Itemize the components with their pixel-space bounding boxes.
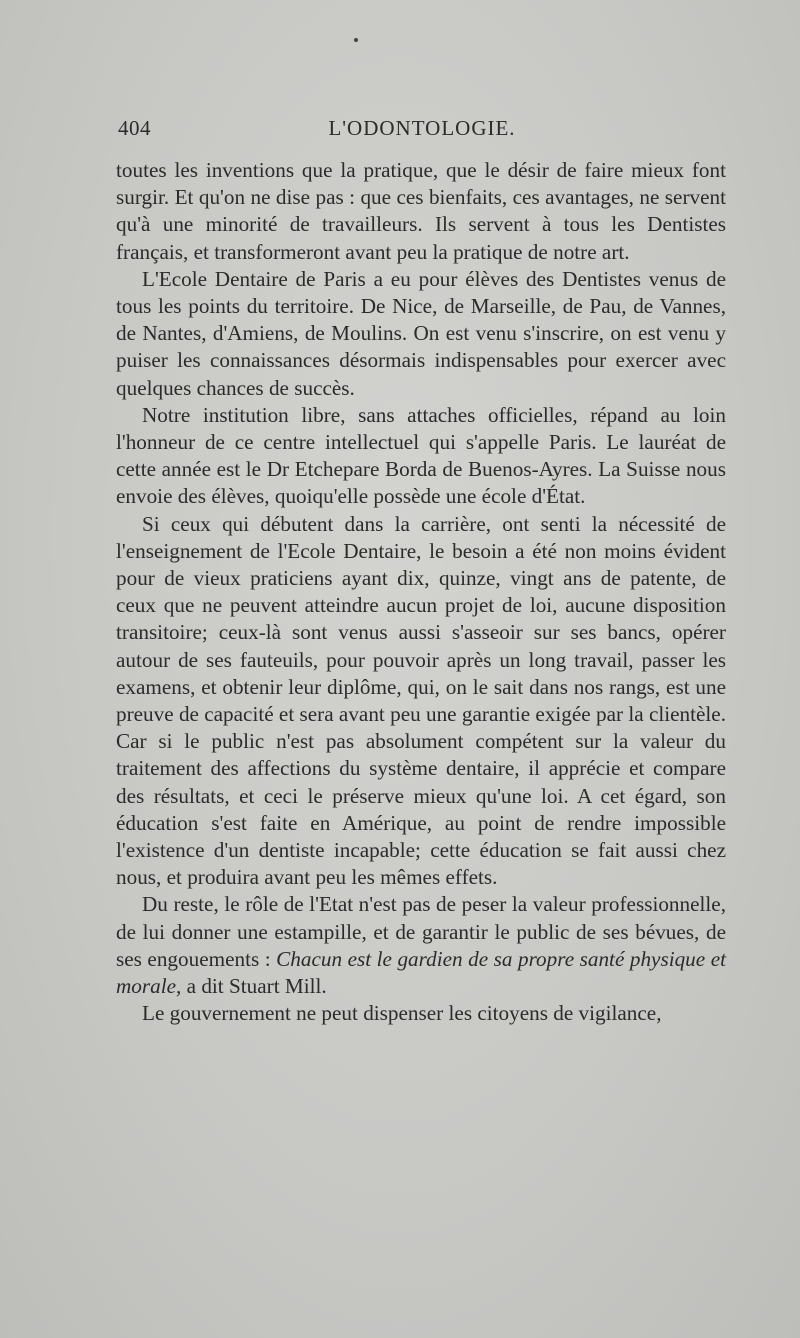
paragraph-5-start: Du reste, le rôle de l'Etat n'est pas de peser la valeur professionnelle, de lui donner une estampille, et de garantir le public de ses bévues, de ses engouements : bbox=[116, 892, 726, 971]
paragraph-2: L'Ecole Dentaire de Paris a eu pour élèves des Dentistes venus de tous les points du territoire. De Nice, de Marseille, de Pau, de Vannes, de Nantes, d'Amiens, de Moulins. On est venu s'inscrire, on est venu y puiser les connaissances désormais indispensables pour exercer avec quelques chances de succès. bbox=[116, 266, 726, 400]
page-number: 404 bbox=[118, 116, 151, 140]
body-text bbox=[116, 157, 726, 1028]
paragraph-6: Le gouvernement ne peut dispenser les citoyens de vigilance, bbox=[142, 1001, 662, 1026]
paragraph-3: Notre institution libre, sans attaches officielles, répand au loin l'honneur de ce centre intellectuel qui s'appelle Paris. Le lauréat de cette année est le Dr Etchepare Borda de Buenos-Ayres. La Suisse nous envoie des élèves, quoiqu'elle possède une école d'État. bbox=[116, 402, 726, 509]
paragraph-4: Si ceux qui débutent dans la carrière, ont senti la nécessité de l'enseignement de l'Ecole Dentaire, le besoin a été non moins évident pour de vieux praticiens ayant dix, quinze, vingt ans de patente, de ceux que ne peuvent atteindre aucun projet de loi, aucune disposition transitoire; ceux-là sont venus aussi s'asseoir sur ses bancs, opérer autour de ses fauteuils, pour pouvoir après un long travail, passer les examens, et obtenir leur diplôme, qui, on le sait dans nos rangs, est une preuve de capacité et sera avant peu une garantie exigée par la clientèle. Car si le public n'est pas absolument compétent sur la valeur du traitement des affections du système dentaire, il apprécie et compare des résultats, et ceci le préserve mieux qu'une loi. A cet égard, son éducation s'est faite en Amérique, au point de rendre impossible l'existence d'un dentiste incapable; cette éducation se fait aussi chez nous, et produira avant peu les mêmes effets. bbox=[116, 511, 726, 890]
ink-speck bbox=[354, 38, 358, 42]
paragraph-1: toutes les inventions que la pratique, que le désir de faire mieux font surgir. Et qu'on ne dise pas : que ces bienfaits, ces avantages, ne servent qu'à une minorité de travailleurs. Ils servent à tous les Dentistes français, et transformeront avant peu la pratique de notre art. bbox=[116, 158, 726, 264]
paragraph-5 bbox=[116, 891, 726, 1000]
running-title: L'ODONTOLOGIE. bbox=[328, 116, 516, 140]
paragraph-5-end: a dit Stuart Mill. bbox=[181, 974, 327, 999]
stuart-mill-quote: Chacun est le gardien de sa propre santé physique et morale, bbox=[116, 946, 726, 999]
running-head bbox=[118, 116, 726, 146]
